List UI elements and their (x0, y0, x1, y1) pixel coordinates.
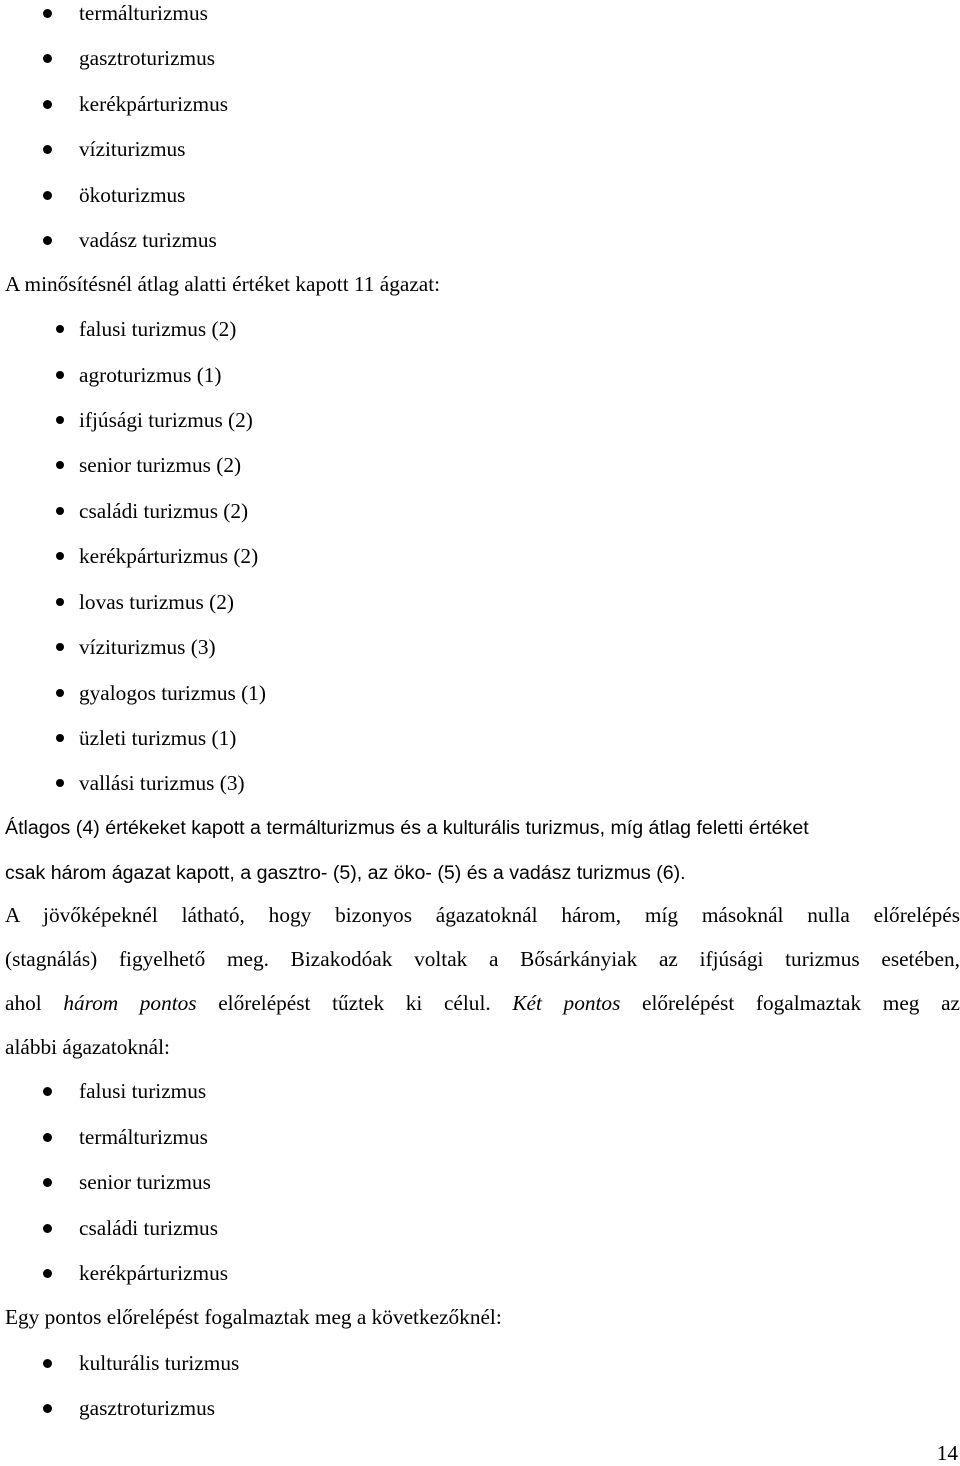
bullet-icon (56, 507, 64, 515)
bullet-icon (43, 236, 52, 245)
bullet-icon (56, 461, 64, 469)
emphasis-two-points: Két pontos (512, 991, 621, 1015)
bullet-icon (43, 1087, 52, 1096)
emphasis-three-points: három pontos (63, 991, 197, 1015)
bullet-icon (43, 1178, 52, 1187)
bullet-icon (43, 1269, 52, 1278)
bullet-icon (56, 552, 64, 560)
bullet-icon (43, 54, 52, 63)
bullet-icon (43, 1404, 52, 1413)
bullet-icon (56, 371, 64, 379)
paragraph-future-line: ahol három pontos előrelépést tűztek ki célul. Két pontos előrelépést fogalmaztak meg az (5, 991, 960, 1015)
section-heading-one-point: Egy pontos előrelépést fogalmaztak meg a következőknél: (5, 1305, 502, 1329)
paragraph-future-line: A jövőképeknél látható, hogy bizonyos ágazatoknál három, míg másoknál nulla előrelépés (5, 903, 960, 927)
section-heading-below-average: A minősítésnél átlag alatti értéket kapott 11 ágazat: (5, 272, 441, 296)
paragraph-future-line: alábbi ágazatoknál: (5, 1035, 170, 1059)
bullet-icon (56, 416, 64, 424)
bullet-icon (56, 325, 64, 333)
paragraph-average-line: csak három ágazat kapott, a gasztro- (5), az öko- (5) és a vadász turizmus (6). (5, 862, 686, 884)
bullet-icon (56, 689, 64, 697)
bullet-icon (43, 100, 52, 109)
bullet-icon (56, 734, 64, 742)
bullet-icon (43, 1133, 52, 1142)
bullet-icon (43, 9, 52, 18)
bullet-icon (43, 1359, 52, 1368)
bullet-icon (56, 598, 64, 606)
document-page: termálturizmus gasztroturizmus kerékpárturizmus víziturizmus ökoturizmus vadász turizmus A minősítésnél átlag alatti értéket kapott 11 ágazat: falusi turizmus (2) agroturizmus (1) ifjúsági turizmus (2) senior turizmus (2) családi turizmus (2) kerékpárturizmus (2) lovas turizmus (2) víziturizmus (3) gyalogos turizmus (1) üzleti turizmus (1) vallási turizmus (3) Átlagos (4) értékeket kapott a termálturizmus és a kulturális turizmus, míg átlag feletti értéket csak három ágazat kapott, a gasztro- (5), az öko- (5) és a vadász turizmus (6). A jövőképeknél látható, hogy bizonyos ágazatoknál három, míg másoknál nulla előrelépés (stagnálás) figyelhető meg. Bizakodóak voltak a Bősárkányiak az ifjúsági turizmus esetében, ahol három pontos előrelépést tűztek ki célul. Két pontos előrelépést fogalmaztak meg az alábbi ágazatoknál: falusi turizmus termálturizmus senior turizmus családi turizmus kerékpárturizmus Egy pontos előrelépést fogalmaztak meg a következőknél: kulturális turizmus gasztroturizmus 14 (5, 1, 960, 1465)
bullet-icon (43, 191, 52, 200)
paragraph-average-line: Átlagos (4) értékeket kapott a termálturizmus és a kulturális turizmus, míg átlag feletti értéket (5, 817, 809, 839)
page-number: 14 (936, 1441, 958, 1465)
bullet-icon (43, 1224, 52, 1233)
bullet-icon (56, 779, 64, 787)
paragraph-future-line: (stagnálás) figyelhető meg. Bizakodóak voltak a Bősárkányiak az ifjúsági turizmus esetében, (5, 947, 960, 971)
bullet-icon (56, 643, 64, 651)
bullet-icon (43, 145, 52, 154)
